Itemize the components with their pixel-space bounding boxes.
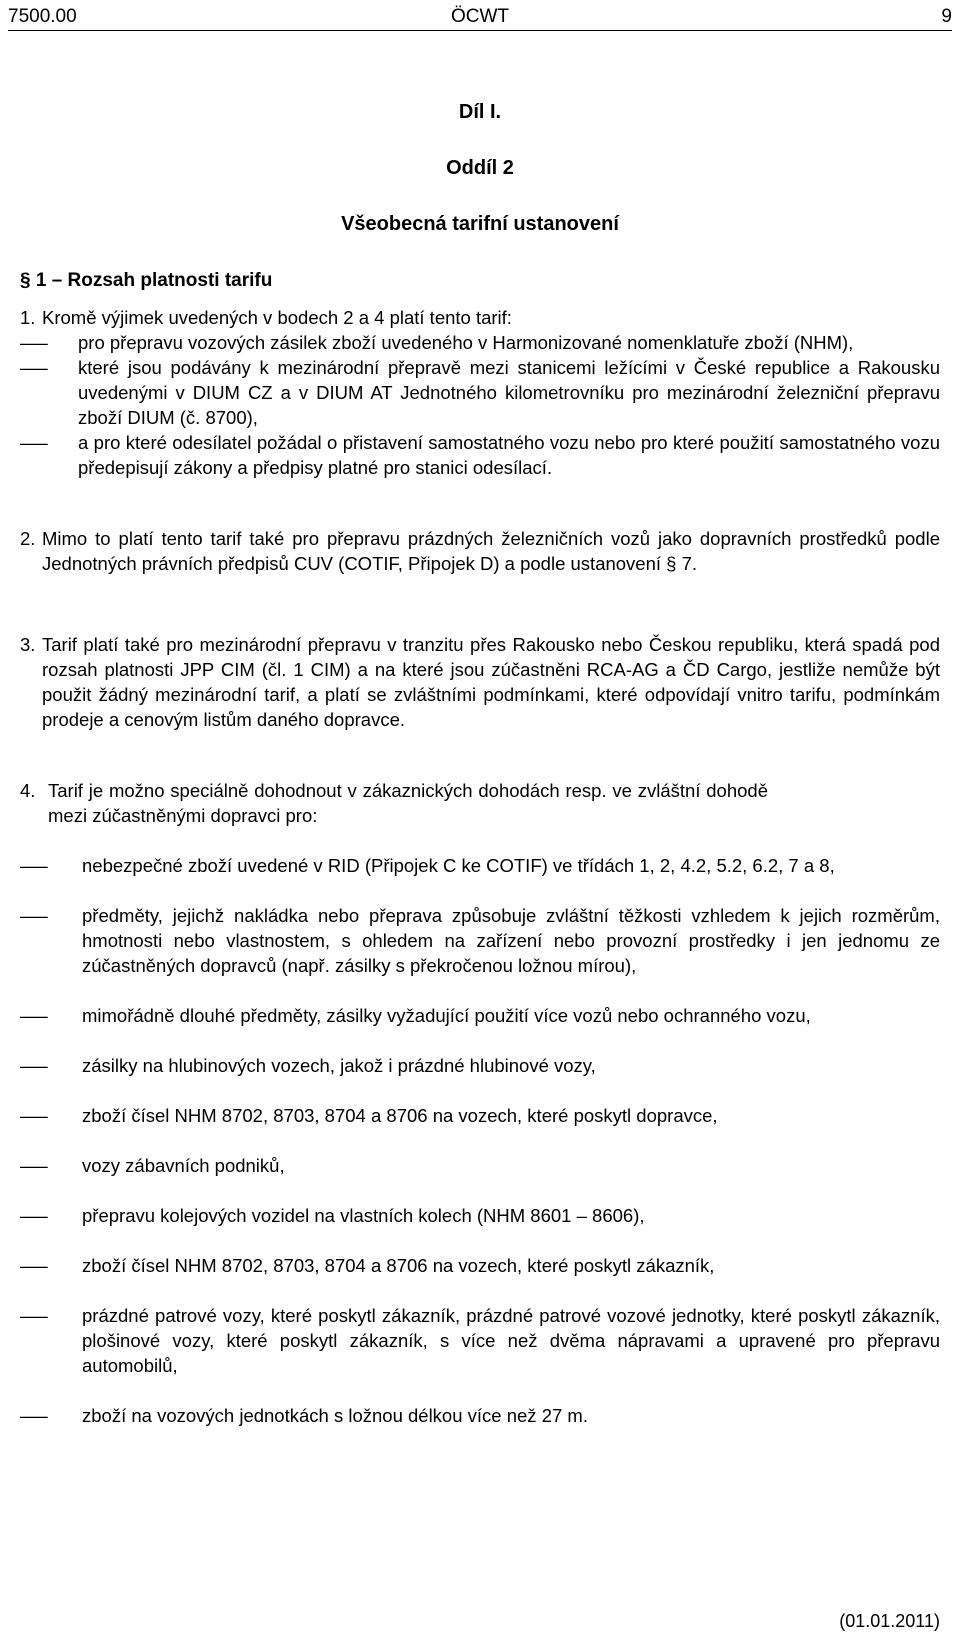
bullet-item: — pro přepravu vozových zásilek zboží uvedeného v Harmonizované nomenklatuře zboží (NHM),: [20, 330, 940, 355]
bullet-item: — nebezpečné zboží uvedené v RID (Připojek C ke COTIF) ve třídách 1, 2, 4.2, 5.2, 6.2, 7 a 8,: [20, 853, 940, 878]
bullet-item: — mimořádně dlouhé předměty, zásilky vyžadující použití více vozů nebo ochranného vozu,: [20, 1003, 940, 1028]
bullet-item: — zboží čísel NHM 8702, 8703, 8704 a 8706 na vozech, které poskytl zákazník,: [20, 1253, 940, 1278]
bullet-item: — prázdné patrové vozy, které poskytl zákazník, prázdné patrové vozové jednotky, které poskytl zákazník, plošinové vozy, které poskytl zákazník, s více než dvěma nápravami a upravené pro přepravu automobilů,: [20, 1303, 940, 1378]
item-text: Tarif platí také pro mezinárodní přepravu v tranzitu přes Rakousko nebo Českou republiku, která spadá pod rozsah platnosti JPP CIM (čl. 1 CIM) a na které jsou zúčastněni RCA-AG a ČD Cargo, jestliže nemůže být použit žádný mezinárodní tarif, a platí se zvláštními podmínkami, které odpovídají vnitro tarifu, podmínkám prodeje a cenovým listům daného dopravce.: [42, 634, 940, 730]
part-title: Díl I.: [458, 101, 502, 123]
item-text: Kromě výjimek uvedených v bodech 2 a 4 platí tento tarif:: [42, 307, 512, 328]
item-number: 3.: [20, 634, 36, 655]
section-title: Všeobecná tarifní ustanovení: [341, 213, 619, 235]
section-number: Oddíl 2: [446, 157, 514, 179]
item-3: [20, 632, 940, 732]
bullet-item: — vozy zábavních podniků,: [20, 1153, 940, 1178]
item-number: 2.: [20, 528, 36, 549]
bullet-item: — a pro které odesílatel požádal o přistavení samostatného vozu nebo pro které použití samostatného vozu předepisují zákony a předpisy platné pro stanici odesílací.: [20, 430, 940, 480]
item-number: 4.: [20, 780, 36, 801]
header-doc-number: 7500.00: [8, 6, 77, 27]
bullet-item: — zásilky na hlubinových vozech, jakož i prázdné hlubinové vozy,: [20, 1053, 940, 1078]
header-doc-code: ÖCWT: [450, 6, 510, 27]
item-text: Mimo to platí tento tarif také pro přepravu prázdných železničních vozů jako dopravních prostředků podle Jednotných právních předpisů CUV (COTIF, Připojek D) a podle ustanovení § 7.: [42, 528, 940, 574]
paragraph-heading: § 1 – Rozsah platnosti tarifu: [20, 270, 273, 291]
bullet-item: — předměty, jejichž nakládka nebo přeprava způsobuje zvláštní těžkosti vzhledem k jejich rozměrům, hmotnosti nebo vlastnostem, s ohledem na zařízení nebo provozní prostředky i jen jednomu ze zúčastněných dopravců (např. zásilky s překročenou ložnou mírou),: [20, 903, 940, 978]
header-page-number: 9: [941, 6, 952, 27]
bullet-item: — zboží čísel NHM 8702, 8703, 8704 a 8706 na vozech, které poskytl dopravce,: [20, 1103, 940, 1128]
bullet-item: — zboží na vozových jednotkách s ložnou délkou více než 27 m.: [20, 1403, 940, 1428]
page-header: [8, 4, 952, 31]
item-number: 1.: [20, 307, 36, 328]
item-text: Tarif je možno speciálně dohodnout v zákaznických dohodách resp. ve zvláštní dohodě mezi zúčastněnými dopravci pro:: [48, 780, 768, 826]
item-4: [20, 778, 940, 1428]
footer-date: (01.01.2011): [839, 1611, 940, 1631]
item-2: [20, 526, 940, 576]
bullet-item: — přepravu kolejových vozidel na vlastních kolech (NHM 8601 – 8606),: [20, 1203, 940, 1228]
bullet-item: — které jsou podávány k mezinárodní přepravě mezi stanicemi ležícími v České republice a Rakousku uvedenými v DIUM CZ a v DIUM AT Jednotného kilometrovníku pro mezinárodní železniční přepravu zboží DIUM (č. 8700),: [20, 355, 940, 430]
item-1: [20, 305, 940, 480]
